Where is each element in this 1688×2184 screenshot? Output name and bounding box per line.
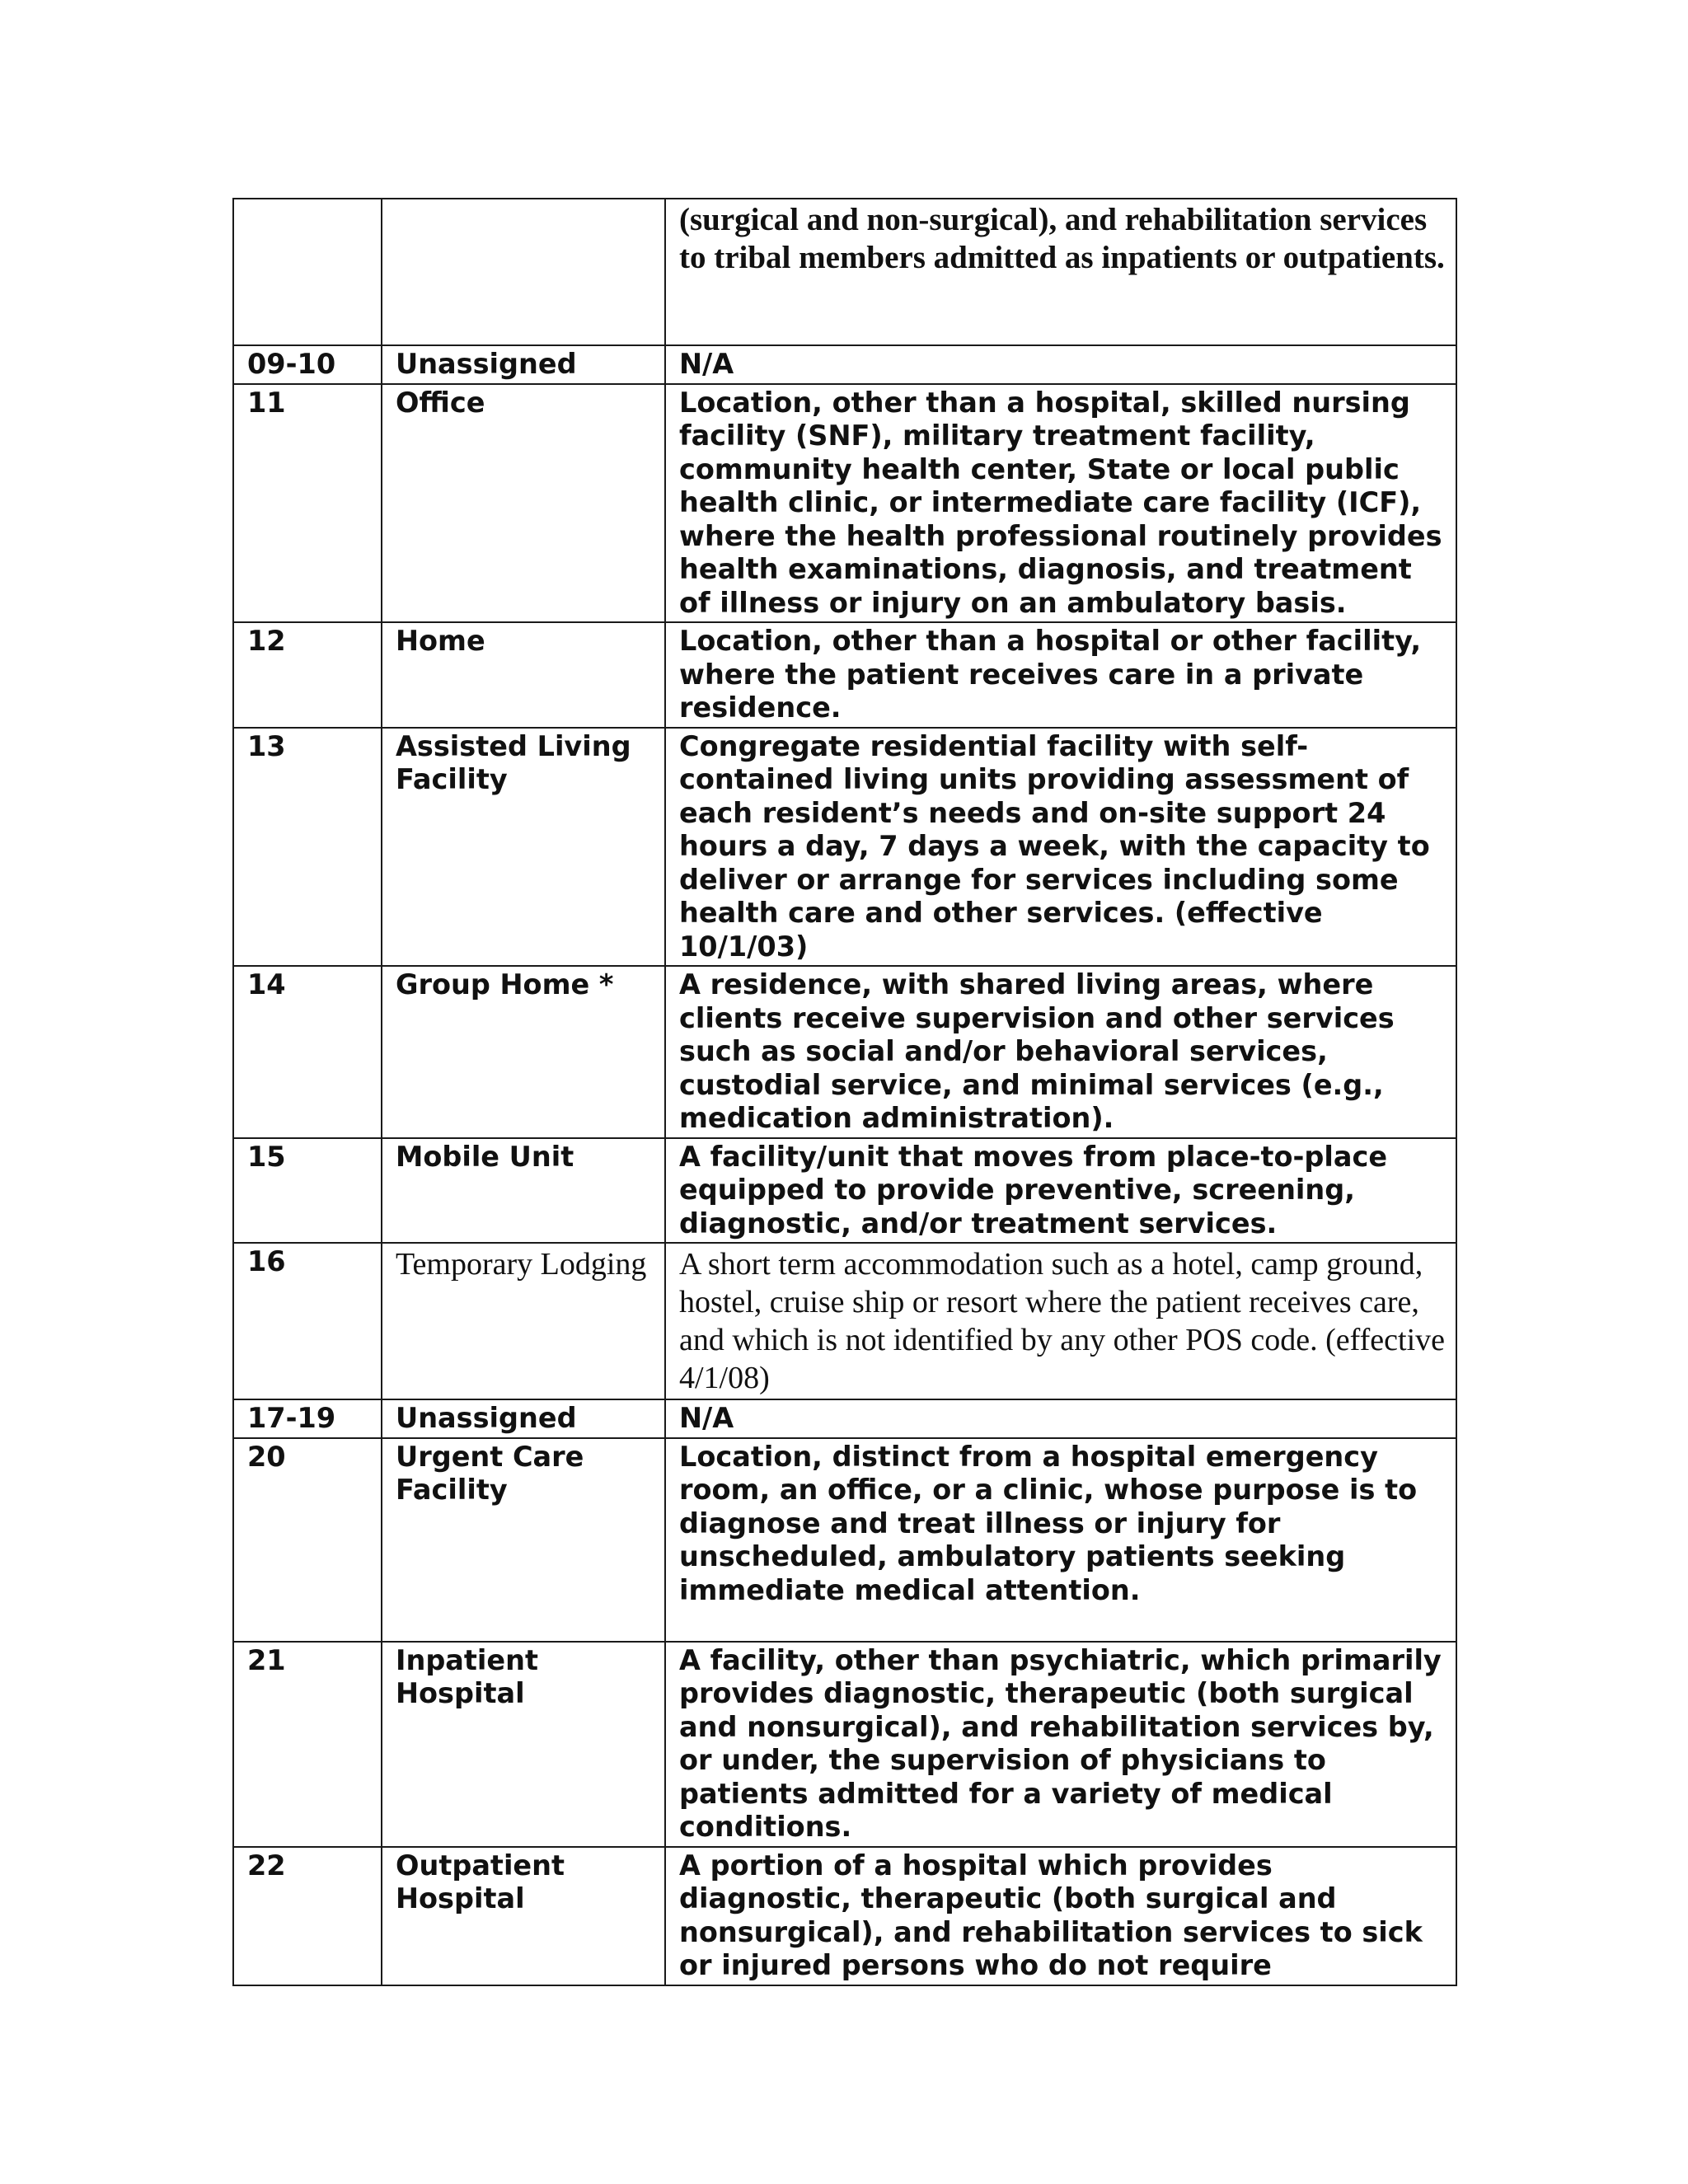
code-cell: 14 bbox=[233, 966, 382, 1138]
table-row bbox=[233, 1138, 1456, 1244]
place-of-service-table bbox=[232, 198, 1457, 1986]
code-cell: 17-19 bbox=[233, 1399, 382, 1438]
code-cell: 12 bbox=[233, 622, 382, 728]
description-cell: (surgical and non-surgical), and rehabilitation services to tribal members admitted as inpatients or outpatients. bbox=[665, 199, 1456, 345]
name-cell: Assisted Living Facility bbox=[382, 728, 665, 967]
code-cell: 21 bbox=[233, 1642, 382, 1847]
table-row bbox=[233, 728, 1456, 967]
name-cell: Home bbox=[382, 622, 665, 728]
code-cell: 11 bbox=[233, 384, 382, 623]
table-row bbox=[233, 1438, 1456, 1642]
code-cell: 09-10 bbox=[233, 345, 382, 384]
table-row bbox=[233, 1399, 1456, 1438]
table-row bbox=[233, 966, 1456, 1138]
table-row bbox=[233, 345, 1456, 384]
table-row bbox=[233, 384, 1456, 623]
table-row bbox=[233, 1243, 1456, 1399]
description-cell: Congregate residential facility with self-contained living units providing assessment of each resident’s needs and on-site support 24 hours a day, 7 days a week, with the capacity to deliver or arrange for services including some health care and other services. (effective 10/1/03) bbox=[665, 728, 1456, 967]
code-cell: 15 bbox=[233, 1138, 382, 1244]
description-cell: A facility/unit that moves from place-to-place equipped to provide preventive, screening, diagnostic, and/or treatment services. bbox=[665, 1138, 1456, 1244]
code-cell bbox=[233, 199, 382, 345]
table-row bbox=[233, 1642, 1456, 1847]
description-cell: Location, distinct from a hospital emergency room, an office, or a clinic, whose purpose is to diagnose and treat illness or injury for unscheduled, ambulatory patients seeking immediate medical attention. bbox=[665, 1438, 1456, 1642]
table-row bbox=[233, 199, 1456, 345]
name-cell: Office bbox=[382, 384, 665, 623]
description-cell: Location, other than a hospital, skilled nursing facility (SNF), military treatment facility, community health center, State or local public health clinic, or intermediate care facility (ICF), where the health professional routinely provides health examinations, diagnosis, and treatment of illness or injury on an ambulatory basis. bbox=[665, 384, 1456, 623]
name-cell: Urgent Care Facility bbox=[382, 1438, 665, 1642]
code-cell: 22 bbox=[233, 1847, 382, 1985]
name-cell: Unassigned bbox=[382, 1399, 665, 1438]
name-cell: Temporary Lodging bbox=[382, 1243, 665, 1399]
description-cell: A facility, other than psychiatric, which primarily provides diagnostic, therapeutic (both surgical and nonsurgical), and rehabilitation services by, or under, the supervision of physicians to patients admitted for a variety of medical conditions. bbox=[665, 1642, 1456, 1847]
description-cell: A short term accommodation such as a hotel, camp ground, hostel, cruise ship or resort where the patient receives care, and which is not identified by any other POS code. (effective 4/1/08) bbox=[665, 1243, 1456, 1399]
code-cell: 13 bbox=[233, 728, 382, 967]
code-cell: 20 bbox=[233, 1438, 382, 1642]
description-cell: Location, other than a hospital or other facility, where the patient receives care in a private residence. bbox=[665, 622, 1456, 728]
name-cell: Outpatient Hospital bbox=[382, 1847, 665, 1985]
description-cell: A residence, with shared living areas, where clients receive supervision and other services such as social and/or behavioral services, custodial service, and minimal services (e.g., medication administration). bbox=[665, 966, 1456, 1138]
name-cell: Inpatient Hospital bbox=[382, 1642, 665, 1847]
code-cell: 16 bbox=[233, 1243, 382, 1399]
table-row bbox=[233, 622, 1456, 728]
name-cell bbox=[382, 199, 665, 345]
name-cell: Group Home * bbox=[382, 966, 665, 1138]
description-cell: N/A bbox=[665, 1399, 1456, 1438]
table-row bbox=[233, 1847, 1456, 1985]
name-cell: Mobile Unit bbox=[382, 1138, 665, 1244]
description-cell: N/A bbox=[665, 345, 1456, 384]
name-cell: Unassigned bbox=[382, 345, 665, 384]
description-cell: A portion of a hospital which provides diagnostic, therapeutic (both surgical and nonsurgical), and rehabilitation services to sick or injured persons who do not require bbox=[665, 1847, 1456, 1985]
